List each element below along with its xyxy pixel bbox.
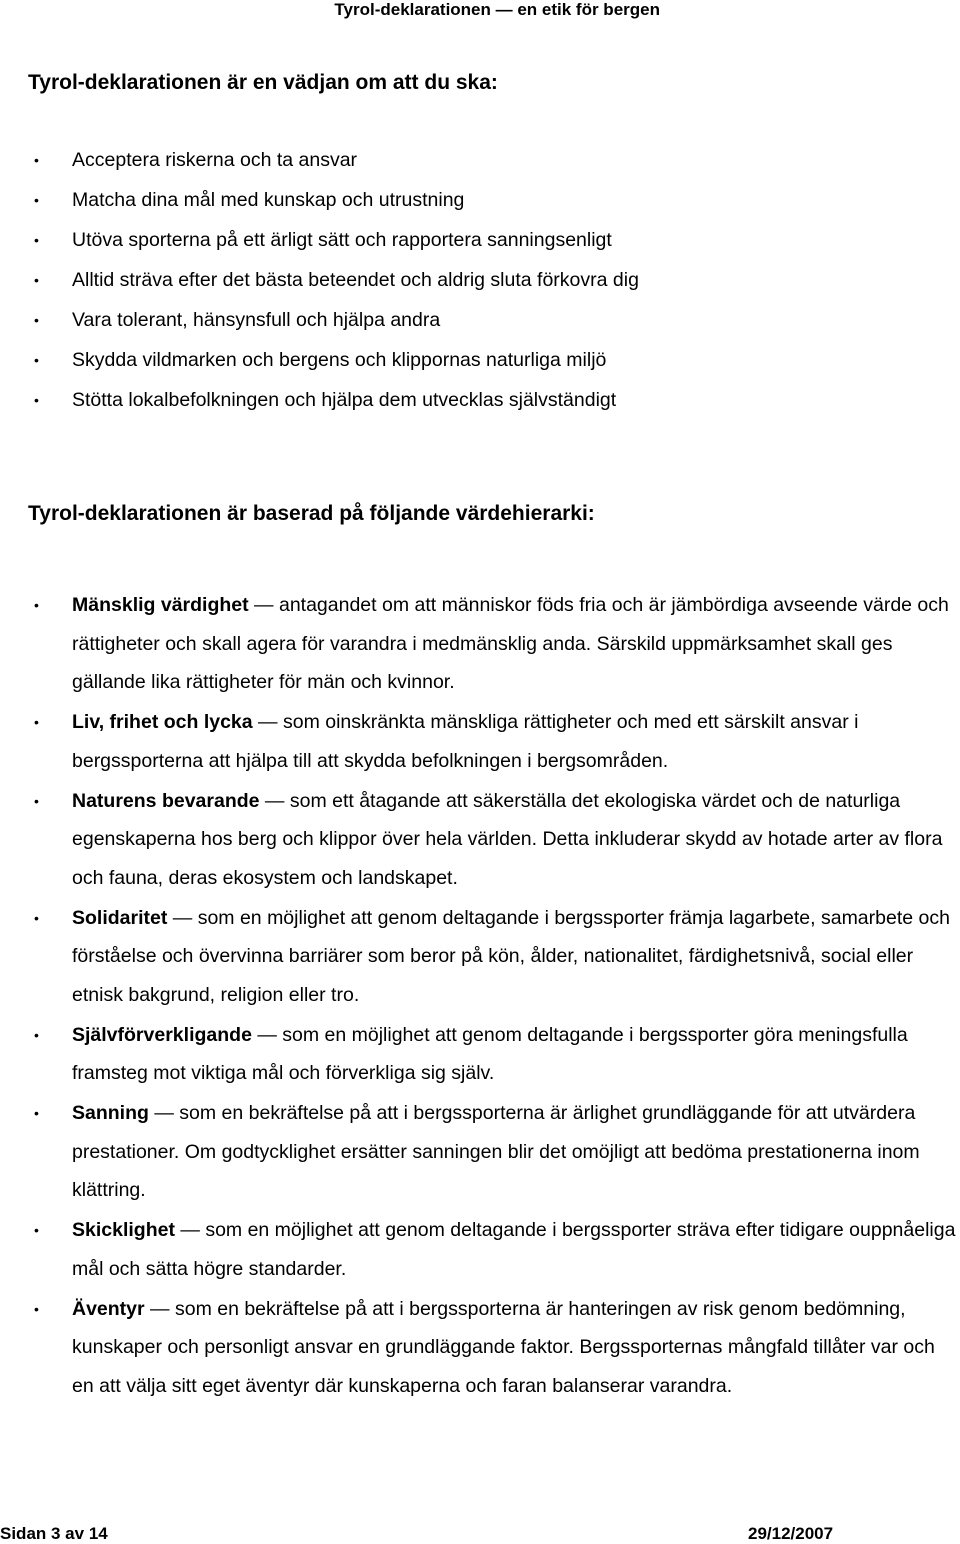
section1-heading: Tyrol-deklarationen är en vädjan om att du ska:: [28, 71, 498, 94]
bullet-icon: •: [34, 714, 39, 730]
value-term: Sanning: [72, 1102, 149, 1124]
value-term: Självförverkligande: [72, 1023, 252, 1046]
value-item: [0, 1094, 960, 1210]
value-term: Naturens bevarande: [72, 789, 260, 812]
bullet-icon: •: [34, 392, 39, 408]
dash-separator: —: [254, 594, 274, 616]
bullet-icon: •: [34, 152, 39, 168]
value-item: [0, 1211, 960, 1288]
value-hierarchy-list: [0, 586, 960, 1407]
pledge-text: Vara tolerant, hänsynsfull och hjälpa andra: [72, 309, 441, 331]
pledge-item: [0, 260, 960, 300]
value-description: som en möjlighet att genom deltagande i bergssporter göra meningsfulla framsteg mot viktiga mål och förverkliga sig själv.: [72, 1023, 908, 1084]
value-description: som oinskränkta mänskliga rättigheter och med ett särskilt ansvar i bergssporterna att hjälpa till att skydda befolkningen i bergsområden.: [72, 711, 859, 772]
dash-separator: —: [264, 789, 285, 812]
bullet-icon: •: [34, 1300, 39, 1317]
pledge-item: [0, 140, 960, 180]
value-term: Liv, frihet och lycka: [72, 711, 253, 733]
dash-separator: —: [180, 1219, 200, 1241]
bullet-icon: •: [34, 1105, 39, 1121]
bullet-icon: •: [34, 909, 39, 926]
pledge-text: Utöva sporterna på ett ärligt sätt och rapportera sanningsenligt: [72, 229, 612, 251]
value-item: [0, 1016, 960, 1093]
pledge-text: Alltid sträva efter det bästa beteendet och aldrig sluta förkovra dig: [72, 269, 639, 291]
pledge-text: Stötta lokalbefolkningen och hjälpa dem utvecklas självständigt: [72, 389, 617, 411]
dash-separator: —: [258, 711, 278, 733]
bullet-icon: •: [34, 792, 39, 809]
value-description: som en bekräftelse på att i bergssporterna är ärlighet grundläggande för att utvärdera prestationer. Om godtycklighet ersätter sanningen blir det omöjligt att bedöma prestationerna inom klättring.: [72, 1102, 920, 1201]
bullet-icon: •: [34, 192, 39, 208]
value-term: Skicklighet: [72, 1219, 175, 1241]
value-item: [0, 1290, 960, 1406]
pledge-item: [0, 340, 960, 380]
value-item: [0, 703, 960, 780]
value-description: antagandet om att människor föds fria och är jämbördiga avseende värde och rättigheter och skall agera för varandra i medmänsklig anda. Särskild uppmärksamhet skall ges gällande lika rättigheter för män och kvinnor.: [72, 594, 949, 693]
dash-separator: —: [150, 1297, 170, 1320]
value-term: Mänsklig värdighet: [72, 594, 249, 616]
value-description: som en möjlighet att genom deltagande i bergssporter sträva efter tidigare ouppnåeliga mål och sätta högre standarder.: [72, 1219, 956, 1280]
bullet-icon: •: [34, 312, 39, 328]
bullet-icon: •: [34, 1026, 39, 1043]
bullet-icon: •: [34, 597, 39, 613]
page-number: Sidan 3 av 14: [0, 1524, 108, 1543]
value-term: Äventyr: [72, 1297, 145, 1320]
bullet-icon: •: [34, 232, 39, 248]
value-item: [0, 782, 960, 898]
pledge-item: [0, 380, 960, 420]
pledge-item: [0, 300, 960, 340]
pledge-text: Matcha dina mål med kunskap och utrustning: [72, 189, 465, 211]
page-header: Tyrol-deklarationen — en etik för bergen: [334, 0, 660, 19]
value-term: Solidaritet: [72, 906, 168, 929]
document-date: 29/12/2007: [748, 1524, 834, 1543]
value-description: som ett åtagande att säkerställa det ekologiska värdet och de naturliga egenskaperna hos berg och klippor över hela världen. Detta inkluderar skydd av hotade arter av flora och fauna, deras ekosystem och landskapet.: [72, 789, 943, 889]
bullet-icon: •: [34, 272, 39, 288]
pledge-item: [0, 220, 960, 260]
bullet-icon: •: [34, 1222, 39, 1238]
pledge-list: [0, 140, 960, 420]
dash-separator: —: [257, 1023, 277, 1046]
dash-separator: —: [172, 906, 193, 929]
pledge-text: Acceptera riskerna och ta ansvar: [72, 149, 358, 171]
pledge-item: [0, 180, 960, 220]
bullet-icon: •: [34, 352, 39, 368]
value-item: [0, 899, 960, 1015]
dash-separator: —: [154, 1102, 174, 1124]
value-description: som en bekräftelse på att i bergssporterna är hanteringen av risk genom bedömning, kunskaper och personligt ansvar en grundläggande faktor. Bergssporternas mångfald tillåter var och en att välja sitt eget äventyr där kunskaperna och faran balanserar varandra.: [72, 1297, 935, 1397]
pledge-text: Skydda vildmarken och bergens och klippornas naturliga miljö: [72, 349, 607, 371]
section2-heading: Tyrol-deklarationen är baserad på följande värdehierarki:: [28, 502, 595, 525]
value-description: som en möjlighet att genom deltagande i bergssporter främja lagarbete, samarbete och förståelse och övervinna barriärer som beror på kön, ålder, nationalitet, färdighetsnivå, social eller etnisk bakgrund, religion eller tro.: [72, 906, 950, 1006]
value-item: [0, 586, 960, 702]
